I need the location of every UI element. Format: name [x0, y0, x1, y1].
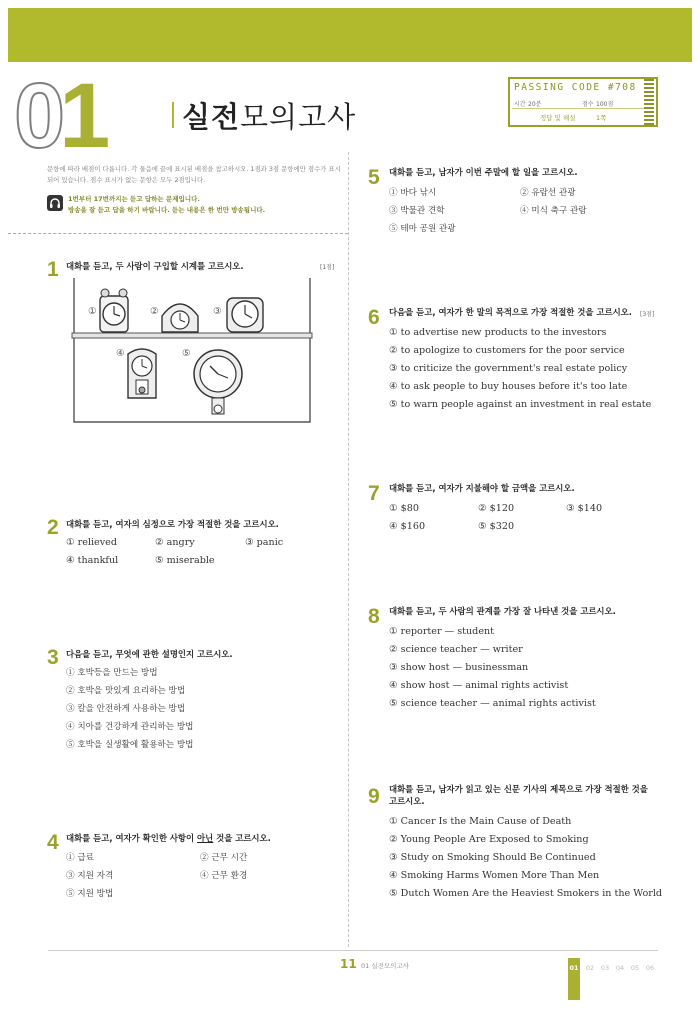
clock-2-icon	[162, 304, 198, 332]
chapter-number: 01	[14, 65, 105, 167]
option-5[interactable]: ⑤ to warn people against an investment in real estate	[389, 399, 652, 410]
tab-05[interactable]: 05	[630, 964, 640, 972]
option-2[interactable]: ② angry	[155, 537, 195, 548]
option-5[interactable]: ⑤ 지원 방법	[66, 889, 114, 899]
clock-label-2: ②	[150, 306, 159, 317]
question-text: 대화를 듣고, 두 사람의 관계를 가장 잘 나타낸 것을 고르시오.	[389, 606, 616, 616]
option-4[interactable]: ④ Smoking Harms Women More Than Men	[389, 870, 600, 881]
option-4[interactable]: ④ $160	[389, 521, 426, 532]
question-text: 대화를 듣고, 여자가 확인한 사항이 아닌 것을 고르시오.	[66, 833, 271, 843]
question-text: 대화를 듣고, 여자가 지불해야 할 금액을 고르시오.	[389, 483, 575, 493]
question-text: 다음을 듣고, 여자가 한 말의 목적으로 가장 적절한 것을 고르시오.	[389, 307, 632, 317]
option-2[interactable]: ② $120	[478, 503, 515, 514]
option-3[interactable]: ③ 지원 자격	[66, 871, 114, 881]
clock-3-icon	[227, 298, 263, 332]
passing-code-card	[508, 77, 658, 127]
score-value: 100점	[596, 101, 614, 108]
option-3[interactable]: ③ 박물관 견학	[389, 206, 445, 216]
question-number: 4	[47, 831, 59, 854]
option-1[interactable]: ① to advertise new products to the investors	[389, 327, 607, 338]
note-line-1: 1번부터 17번까지는 듣고 답하는 문제입니다.	[68, 195, 200, 203]
question-number: 6	[368, 306, 380, 329]
option-4[interactable]: ④ show host — animal rights activist	[389, 680, 569, 691]
question-text: 다음을 듣고, 무엇에 관한 설명인지 고르시오.	[66, 649, 233, 659]
option-1[interactable]: ① reporter — student	[389, 626, 495, 637]
option-1[interactable]: ① relieved	[66, 537, 117, 548]
option-3[interactable]: ③ $140	[566, 503, 603, 514]
option-5[interactable]: ⑤ 테마 공원 관광	[389, 224, 456, 234]
footer-rule	[48, 950, 658, 951]
option-2[interactable]: ② 호박을 맛있게 요리하는 방법	[66, 686, 186, 696]
option-4[interactable]: ④ 치아를 건강하게 관리하는 방법	[66, 722, 194, 732]
tab-02[interactable]: 02	[585, 964, 595, 972]
clock-label-1: ①	[88, 306, 97, 317]
question-number: 1	[47, 258, 59, 281]
option-1[interactable]: ① 호박등을 만드는 방법	[66, 668, 158, 678]
question-points: [1점]	[320, 264, 335, 271]
option-4[interactable]: ④ 미식 축구 관람	[520, 206, 587, 216]
option-2[interactable]: ② 근무 시간	[200, 853, 248, 863]
question-number: 9	[368, 785, 380, 808]
question-text: 대화를 듣고, 남자가 읽고 있는 신문 기사의 제목으로 가장 적절한 것을 고르시오.	[389, 784, 648, 806]
option-2[interactable]: ② to apologize to customers for the poor service	[389, 345, 625, 356]
answer-page: 1쪽	[596, 114, 607, 122]
option-4[interactable]: ④ to ask people to buy houses before it's too late	[389, 381, 628, 392]
clock-label-3: ③	[213, 306, 222, 317]
option-1[interactable]: ① 급료	[66, 853, 94, 863]
clock-5-icon	[194, 350, 242, 414]
option-4[interactable]: ④ thankful	[66, 555, 119, 566]
clock-illustration	[70, 278, 315, 426]
option-5[interactable]: ⑤ 호박을 실생활에 활용하는 방법	[66, 740, 194, 750]
option-3[interactable]: ③ Study on Smoking Should Be Continued	[389, 852, 596, 863]
option-5[interactable]: ⑤ science teacher — animal rights activist	[389, 698, 596, 709]
intro-text: 문항에 따라 배점이 다릅니다. 각 물음에 끝에 표시된 배점을 참고하시오. 1점과 3점 문항에만 점수가 표시되어 있습니다. 점수 표시가 없는 문항은 모두 2점입니다.	[47, 165, 341, 184]
note-line-2: 방송을 잘 듣고 답을 하기 바랍니다. 듣는 내용은 한 번만 방송됩니다.	[68, 206, 266, 214]
tab-03[interactable]: 03	[600, 964, 610, 972]
time-label: 시간	[514, 101, 526, 108]
clock-1-icon	[100, 289, 128, 332]
tab-01[interactable]: 01	[569, 964, 579, 972]
option-3[interactable]: ③ to criticize the government's real estate policy	[389, 363, 628, 374]
option-3[interactable]: ③ 칼을 안전하게 사용하는 방법	[66, 704, 186, 714]
question-number: 7	[368, 482, 380, 505]
listening-note	[68, 194, 348, 216]
question-points: [3점]	[640, 311, 655, 318]
answer-label: 정답 및 해설	[540, 114, 576, 122]
clock-4-icon	[128, 349, 156, 398]
column-divider	[348, 152, 349, 947]
barcode-icon	[644, 79, 654, 125]
headphones-icon	[47, 195, 63, 211]
tab-04[interactable]: 04	[615, 964, 625, 972]
question-number: 8	[368, 605, 380, 628]
score-label: 점수	[582, 101, 594, 108]
page-label: 01 실전모의고사	[361, 962, 410, 970]
option-5[interactable]: ⑤ Dutch Women Are the Heaviest Smokers in the World	[389, 888, 663, 899]
time-value: 20분	[528, 101, 542, 108]
question-number: 2	[47, 516, 59, 539]
option-2[interactable]: ② science teacher — writer	[389, 644, 523, 655]
option-1[interactable]: ① 바다 낚시	[389, 188, 437, 198]
option-5[interactable]: ⑤ $320	[478, 521, 515, 532]
question-number: 5	[368, 166, 380, 189]
option-3[interactable]: ③ show host — businessman	[389, 662, 529, 673]
section-divider	[8, 233, 348, 234]
header-band	[8, 8, 692, 62]
page-number: 11	[340, 957, 357, 971]
question-text: 대화를 듣고, 여자의 심정으로 가장 적절한 것을 고르시오.	[66, 519, 279, 529]
question-number: 3	[47, 646, 59, 669]
clock-label-4: ④	[116, 348, 125, 359]
title-divider	[172, 102, 174, 128]
option-4[interactable]: ④ 근무 환경	[200, 871, 248, 881]
page-title: 실전모의고사	[182, 100, 357, 134]
option-2[interactable]: ② Young People Are Exposed to Smoking	[389, 834, 589, 845]
option-2[interactable]: ② 유람선 관광	[520, 188, 576, 198]
option-1[interactable]: ① Cancer Is the Main Cause of Death	[389, 816, 572, 827]
tab-06[interactable]: 06	[645, 964, 655, 972]
option-1[interactable]: ① $80	[389, 503, 419, 514]
option-5[interactable]: ⑤ miserable	[155, 555, 215, 566]
question-text: 대화를 듣고, 남자가 이번 주말에 할 일을 고르시오.	[389, 167, 578, 177]
clock-label-5: ⑤	[182, 348, 191, 359]
question-text: 대화를 듣고, 두 사람이 구입할 시계를 고르시오.	[66, 261, 244, 271]
option-3[interactable]: ③ panic	[245, 537, 284, 548]
passing-code: PASSING CODE #708	[514, 82, 637, 93]
